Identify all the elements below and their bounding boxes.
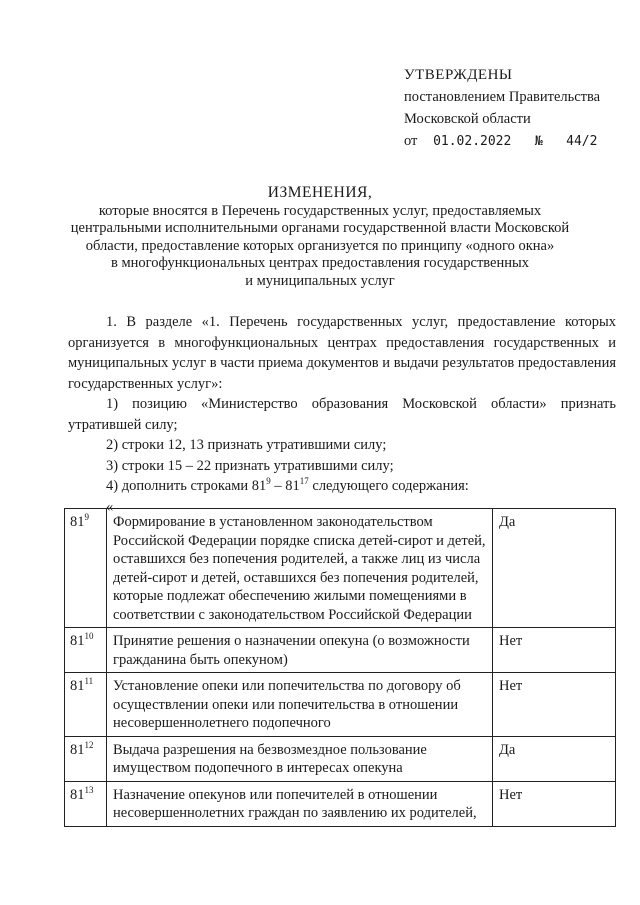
date-prefix: от [404,133,418,149]
title-line: области, предоставление которых организуется по принципу «одного окна» [85,237,555,254]
row-answer: Да [493,509,616,628]
table-row [65,673,616,737]
opening-quote: « [106,498,114,515]
list-item-3: 3) строки 15 – 22 признать утратившими силу; [106,457,394,474]
list-item-2: 2) строки 12, 13 признать утратившими силу; [106,437,387,453]
row-answer: Да [493,736,616,781]
row-service-name: Формирование в установленном законодательством Российской Федерации порядке списка детей-сирот и детей, оставшихся без попечения родителей, а также лиц из числа детей-сирот и детей, оставшихся без попечения родителей, которые подлежат обеспечению жилыми помещениями в соответствии с законодательством Российской Федерации [107,509,493,628]
list-item-1: 1) позицию «Министерство образования Московской области» признать утратившей силу; [68,396,616,433]
approval-line-2: Московской области [404,111,531,127]
row-answer: Нет [493,673,616,737]
row-number: $81^{11}$ [65,673,107,737]
row-service-name: Принятие решения о назначении опекуна (о возможности гражданина быть опекуном) [107,628,493,673]
row-service-name: Выдача разрешения на безвозмездное пользование имуществом подопечного в интересах опекуна [107,736,493,781]
title-line: в многофункциональных центрах предоставления государственных [110,255,530,271]
item4-text-post: следующего содержания: [308,478,469,494]
table-row [65,628,616,673]
item4-text-pre: 4) дополнить строками 81 [106,478,267,494]
approval-number: 44/2 [566,134,598,149]
table-row [65,509,616,628]
row-number: $81^{12}$ [65,736,107,781]
approval-stamp [404,64,634,153]
approval-line-1: постановлением Правительства [404,89,601,105]
title-line: которые вносятся в Перечень государственных услуг, предоставляемых [98,202,542,219]
row-service-name: Назначение опекунов или попечителей в отношении несовершеннолетних граждан по заявлению их родителей, [107,781,493,826]
table-row [65,781,616,826]
row-service-name: Установление опеки или попечительства по договору об осуществлении опеки или попечительства в отношении несовершеннолетнего подопечного [107,673,493,737]
document-body [68,312,616,517]
list-item-4 [68,476,616,497]
table-row [65,736,616,781]
number-sign: № [534,134,543,149]
row-number: $81^{13}$ [65,781,107,826]
row-answer: Нет [493,628,616,673]
title-line: и муниципальных услуг [245,272,395,289]
approval-heading: УТВЕРЖДЕНЫ [404,67,513,83]
row-answer: Нет [493,781,616,826]
approval-date-line [404,130,634,153]
item4-sup-1: 9 [266,476,271,486]
item4-text-mid: – 81 [270,478,300,494]
paragraph-1: 1. В разделе «1. Перечень государственных услуг, предоставление которых организуется в многофункциональных центрах предоставления государственных и муниципальных услуг в части приема документов и выдачи результатов предоставления государственных услуг»: [68,314,616,392]
services-table [64,508,616,827]
row-number: $81^{10}$ [65,628,107,673]
title-line: центральными исполнительными органами государственной власти Московской [70,220,570,236]
title-main: ИЗМЕНЕНИЯ, [267,184,373,201]
document-title [60,184,580,290]
approval-date: 01.02.2022 [433,134,512,149]
row-number: $81^9$ [65,509,107,628]
item4-sup-2: 17 [299,476,309,486]
